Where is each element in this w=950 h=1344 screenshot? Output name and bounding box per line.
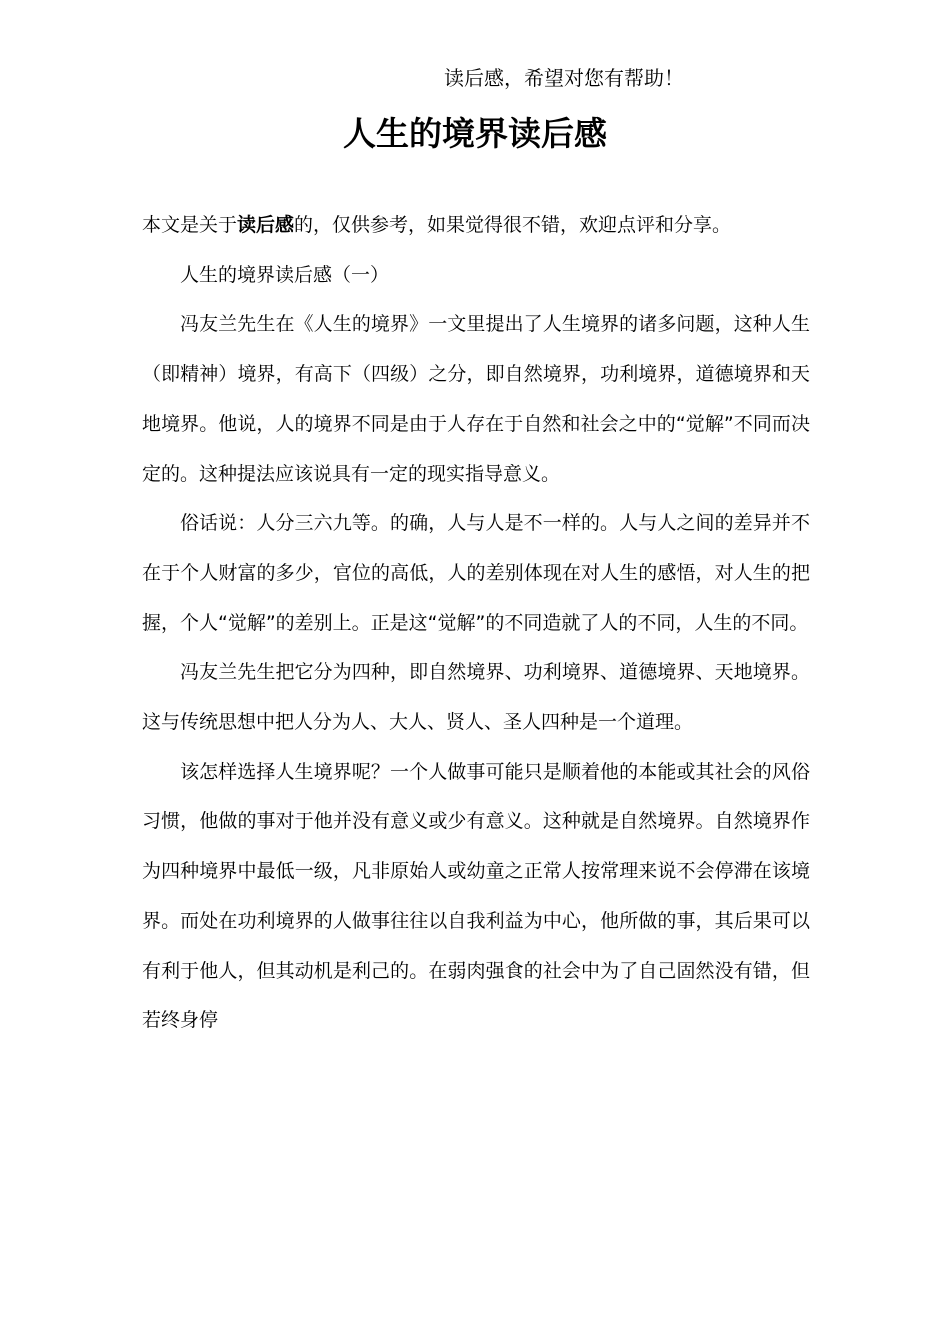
- document-title: 人生的境界读后感: [343, 114, 607, 153]
- section-heading: 人生的境界读后感（一）: [180, 263, 390, 286]
- body-paragraph: 该怎样选择人生境界呢？一个人做事可能只是顺着他的本能或其社会的风俗习惯，他做的事对于他并没有意义或少有意义。这种就是自然境界。自然境界作为四种境界中最低一级，凡非原始人或幼童之正常人按常理来说不会停滞在该境界。而处在功利境界的人做事往往以自我利益为中心，他所做的事，其后果可以有利于他人，但其动机是利己的。在弱肉强食的社会中为了自己固然没有错，但若终身停: [142, 760, 810, 1032]
- document-body: [142, 201, 810, 1046]
- body-paragraph: 俗话说：人分三六九等。的确，人与人是不一样的。人与人之间的差异并不在于个人财富的多少，官位的高低，人的差别体现在对人生的感悟，对人生的把握，个人“觉解”的差别上。正是这“觉解”的不同造就了人的不同，人生的不同。: [142, 512, 810, 634]
- intro-text-after: 的，仅供参考，如果觉得很不错，欢迎点评和分享。: [294, 214, 732, 236]
- body-paragraph: 冯友兰先生在《人生的境界》一文里提出了人生境界的诸多问题，这种人生（即精神）境界，有高下（四级）之分，即自然境界，功利境界，道德境界和天地境界。他说，人的境界不同是由于人存在于自然和社会之中的“觉解”不同而决定的。这种提法应该说具有一定的现实指导意义。: [142, 313, 810, 485]
- intro-text-before: 本文是关于: [142, 214, 238, 236]
- header-note: 读后感，希望对您有帮助！: [444, 66, 684, 90]
- intro-paragraph: [142, 201, 810, 251]
- intro-bold-keyword: 读后感: [237, 214, 295, 236]
- body-paragraph: 冯友兰先生把它分为四种，即自然境界、功利境界、道德境界、天地境界。这与传统思想中把人分为人、大人、贤人、圣人四种是一个道理。: [142, 661, 810, 734]
